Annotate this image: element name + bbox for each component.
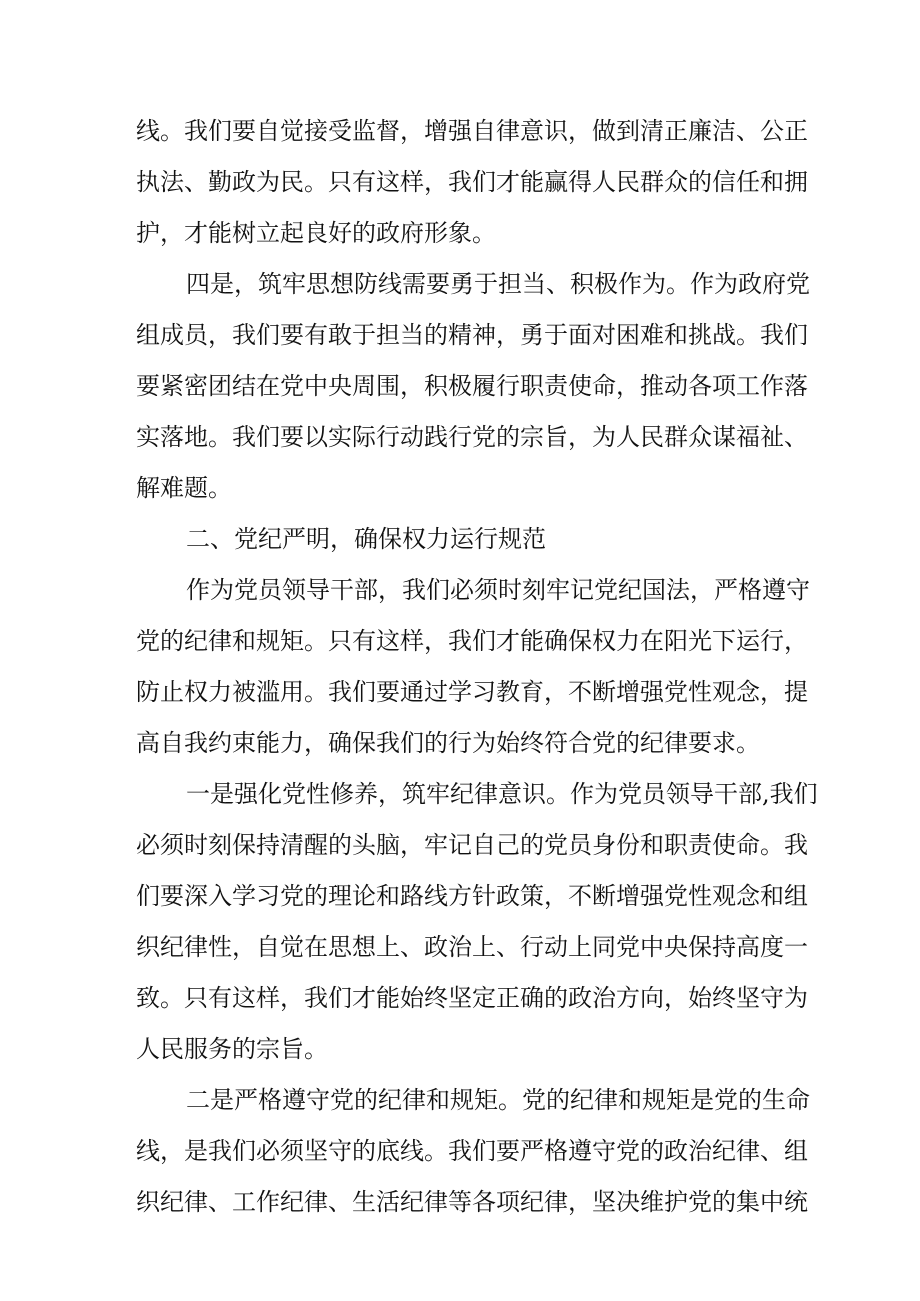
text-line: 必须时刻保持清醒的头脑，牢记自己的党员身份和职责使命。我 xyxy=(136,831,808,859)
text-line: 人民服务的宗旨。 xyxy=(136,1035,328,1063)
text-line: 高自我约束能力，确保我们的行为始终符合党的纪律要求。 xyxy=(136,729,760,757)
text-line: 们要深入学习党的理论和路线方针政策，不断增强党性观念和组 xyxy=(136,882,808,910)
text-line: 解难题。 xyxy=(136,474,232,502)
text-line: 执法、勤政为民。只有这样，我们才能赢得人民群众的信任和拥 xyxy=(136,168,808,196)
text-line: 防止权力被滥用。我们要通过学习教育，不断增强党性观念，提 xyxy=(136,678,808,706)
paragraph-first-line: 四是，筑牢思想防线需要勇于担当、积极作为。作为政府党 xyxy=(186,270,810,298)
paragraph-first-line: 一是强化党性修养，筑牢纪律意识。作为党员领导干部,我们 xyxy=(186,780,818,808)
text-line: 线。我们要自觉接受监督，增强自律意识，做到清正廉洁、公正 xyxy=(136,117,808,145)
text-line: 织纪律、工作纪律、生活纪律等各项纪律，坚决维护党的集中统 xyxy=(136,1188,808,1216)
text-line: 织纪律性，自觉在思想上、政治上、行动上同党中央保持高度一 xyxy=(136,933,808,961)
text-line: 护，才能树立起良好的政府形象。 xyxy=(136,219,496,247)
text-line: 党的纪律和规矩。只有这样，我们才能确保权力在阳光下运行， xyxy=(136,627,808,655)
paragraph-first-line: 作为党员领导干部，我们必须时刻牢记党纪国法，严格遵守 xyxy=(186,576,810,604)
text-line: 组成员，我们要有敢于担当的精神，勇于面对困难和挑战。我们 xyxy=(136,321,808,349)
text-line: 要紧密团结在党中央周围，积极履行职责使命，推动各项工作落 xyxy=(136,372,808,400)
section-heading: 二、党纪严明，确保权力运行规范 xyxy=(186,525,546,553)
text-line: 线，是我们必须坚守的底线。我们要严格遵守党的政治纪律、组 xyxy=(136,1137,808,1165)
document-body xyxy=(136,106,818,1228)
text-line: 实落地。我们要以实际行动践行党的宗旨，为人民群众谋福祉、 xyxy=(136,423,808,451)
text-line: 致。只有这样，我们才能始终坚定正确的政治方向，始终坚守为 xyxy=(136,984,808,1012)
paragraph-first-line: 二是严格遵守党的纪律和规矩。党的纪律和规矩是党的生命 xyxy=(186,1086,810,1114)
